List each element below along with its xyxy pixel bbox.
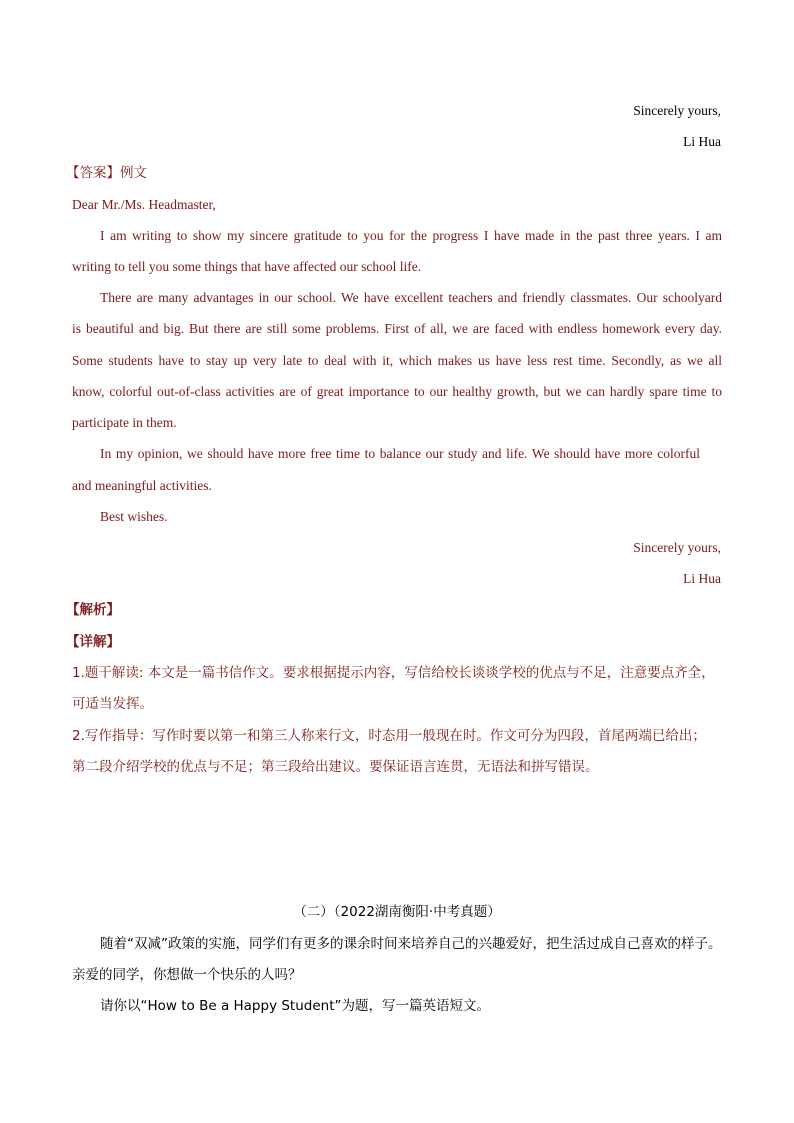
letter-line-10: Best wishes.: [100, 509, 168, 524]
top-closing: Sincerely yours,: [633, 103, 721, 118]
letter-line-1: I am writing to show my sincere gratitude to you for the progress I have made in the past three years. I am: [100, 228, 722, 243]
letter-line-6: know, colorful out-of-class activities are of great importance to our healthy growth, but we can hardly spare time to: [72, 384, 722, 399]
letter-line-8: In my opinion, we should have more free time to balance our study and life. We should have more colorful: [100, 446, 700, 461]
letter-closing: Sincerely yours,: [633, 540, 721, 555]
letter-line-5: Some students have to stay up very late to deal with it, which makes us have less rest time. Secondly, as we all: [72, 353, 722, 368]
letter-line-3: There are many advantages in our school. We have excellent teachers and friendly classmates. Our schoolyard: [100, 290, 722, 305]
top-signature: Li Hua: [683, 134, 721, 149]
analysis-line-4: 第二段介绍学校的优点与不足；第三段给出建议。要保证语言连贯，无语法和拼写错误。: [72, 759, 599, 775]
section2-line-3: 请你以“How to Be a Happy Student”为题，写一篇英语短文。: [100, 998, 490, 1014]
letter-salutation: Dear Mr./Ms. Headmaster,: [72, 197, 216, 212]
letter-signature: Li Hua: [683, 571, 721, 586]
section2-heading: （二）（2022湖南衡阳·中考真题）: [293, 904, 501, 920]
section2-line-1: 随着“双减”政策的实施，同学们有更多的课余时间来培养自己的兴趣爱好，把生活过成自己喜欢的样子。: [100, 936, 722, 952]
answer-tag: 【答案】: [66, 165, 120, 181]
analysis-line-1: 1.题干解读: 本文是一篇书信作文。要求根据提示内容，写信给校长谈谈学校的优点与不足，注意要点齐全，: [72, 665, 715, 681]
letter-line-9: and meaningful activities.: [72, 478, 212, 493]
analysis-line-2: 可适当发挥。: [72, 696, 153, 712]
answer-tag-suffix: 例文: [120, 165, 147, 181]
answer-heading: [66, 164, 147, 182]
analysis-tag: 【解析】: [66, 602, 120, 618]
analysis-line-3: 2.写作指导：写作时要以第一和第三人称来行文，时态用一般现在时。作文可分为四段，首尾两端已给出；: [72, 728, 706, 744]
letter-line-7: participate in them.: [72, 415, 177, 430]
section2-line-2: 亲爱的同学，你想做一个快乐的人吗？: [72, 967, 302, 983]
letter-line-4: is beautiful and big. But there are still some problems. First of all, we are faced with endless homework every day.: [72, 321, 722, 336]
detail-tag: 【详解】: [66, 634, 120, 650]
letter-line-2: writing to tell you some things that have affected our school life.: [72, 259, 422, 274]
